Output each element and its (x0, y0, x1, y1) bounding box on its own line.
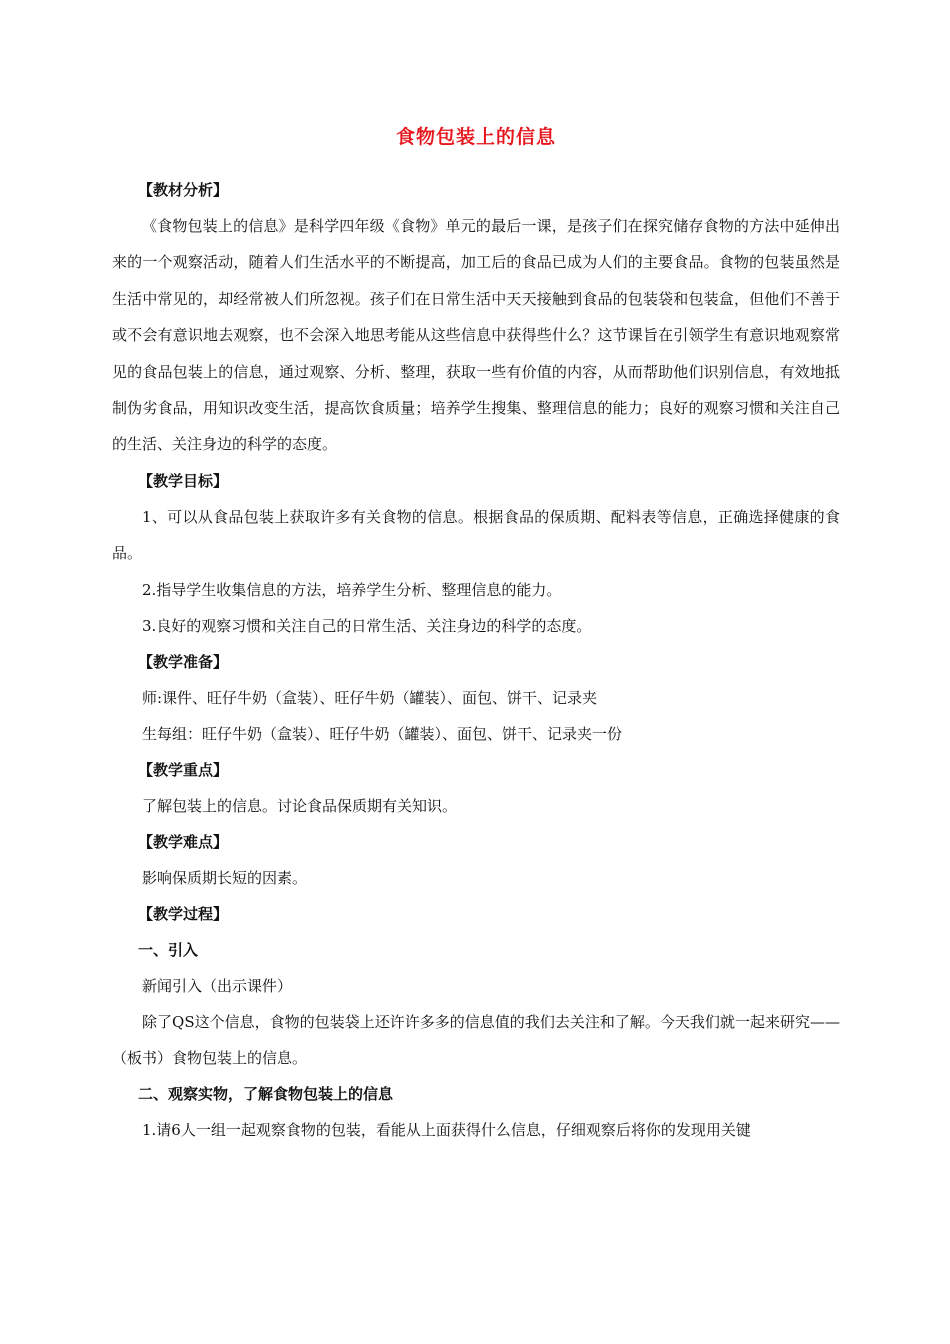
section-heading-process: 【教学过程】 (138, 904, 229, 923)
section-heading-preparation: 【教学准备】 (138, 652, 229, 671)
analysis-paragraph: 《食物包装上的信息》是科学四年级《食物》单元的最后一课，是孩子们在探究储存食物的方法中延伸出来的一个观察活动，随着人们生活水平的不断提高，加工后的食品已成为人们的主要食品。食物的包装虽然是生活中常见的，却经常被人们所忽视。孩子们在日常生活中天天接触到食品的包装袋和包装盒，但他们不善于或不会有意识地去观察，也不会深入地思考能从这些信息中获得些什么？这节课旨在引领学生有意识地观察常见的食品包装上的信息，通过观察、分析、整理，获取一些有价值的内容，从而帮助他们识别信息，有效地抵制伪劣食品，用知识改变生活，提高饮食质量；培养学生搜集、整理信息的能力；良好的观察习惯和关注自己的生活、关注身边的科学的态度。 (112, 217, 840, 454)
step-1-intro-line: 新闻引入（出示课件） (142, 976, 293, 995)
step-2-heading: 二、观察实物，了解食物包装上的信息 (138, 1085, 394, 1104)
step-1-paragraph: 除了QS这个信息，食物的包装袋上还许许多多的信息值的我们去关注和了解。今天我们就一起来研究——（板书）食物包装上的信息。 (112, 1012, 840, 1068)
prep-teacher-line: 师:课件、旺仔牛奶（盒装）、旺仔牛奶（罐装）、面包、饼干、记录夹 (142, 688, 598, 707)
section-heading-goals: 【教学目标】 (138, 471, 229, 490)
section-heading-difficulty: 【教学难点】 (138, 832, 229, 851)
prep-students-line: 生每组：旺仔牛奶（盒装）、旺仔牛奶（罐装）、面包、饼干、记录夹一份 (142, 724, 623, 743)
document-body (112, 172, 840, 1148)
section-heading-focus: 【教学重点】 (138, 760, 229, 779)
goal-item-1: 1、可以从食品包装上获取许多有关食物的信息。根据食品的保质期、配料表等信息，正确选择健康的食品。 (112, 507, 840, 563)
goal-item-2: 2.指导学生收集信息的方法，培养学生分析、整理信息的能力。 (142, 580, 562, 599)
difficulty-text: 影响保质期长短的因素。 (142, 868, 308, 887)
document-title: 食物包装上的信息 (395, 126, 556, 148)
goal-item-3: 3.良好的观察习惯和关注自己的日常生活、关注身边的科学的态度。 (142, 616, 592, 635)
step-1-heading: 一、引入 (138, 940, 199, 959)
focus-text: 了解包装上的信息。讨论食品保质期有关知识。 (142, 796, 458, 815)
section-heading-analysis: 【教材分析】 (138, 181, 229, 199)
step-2-paragraph: 1.请6人一组一起观察食物的包装，看能从上面获得什么信息，仔细观察后将你的发现用关键 (142, 1121, 751, 1140)
